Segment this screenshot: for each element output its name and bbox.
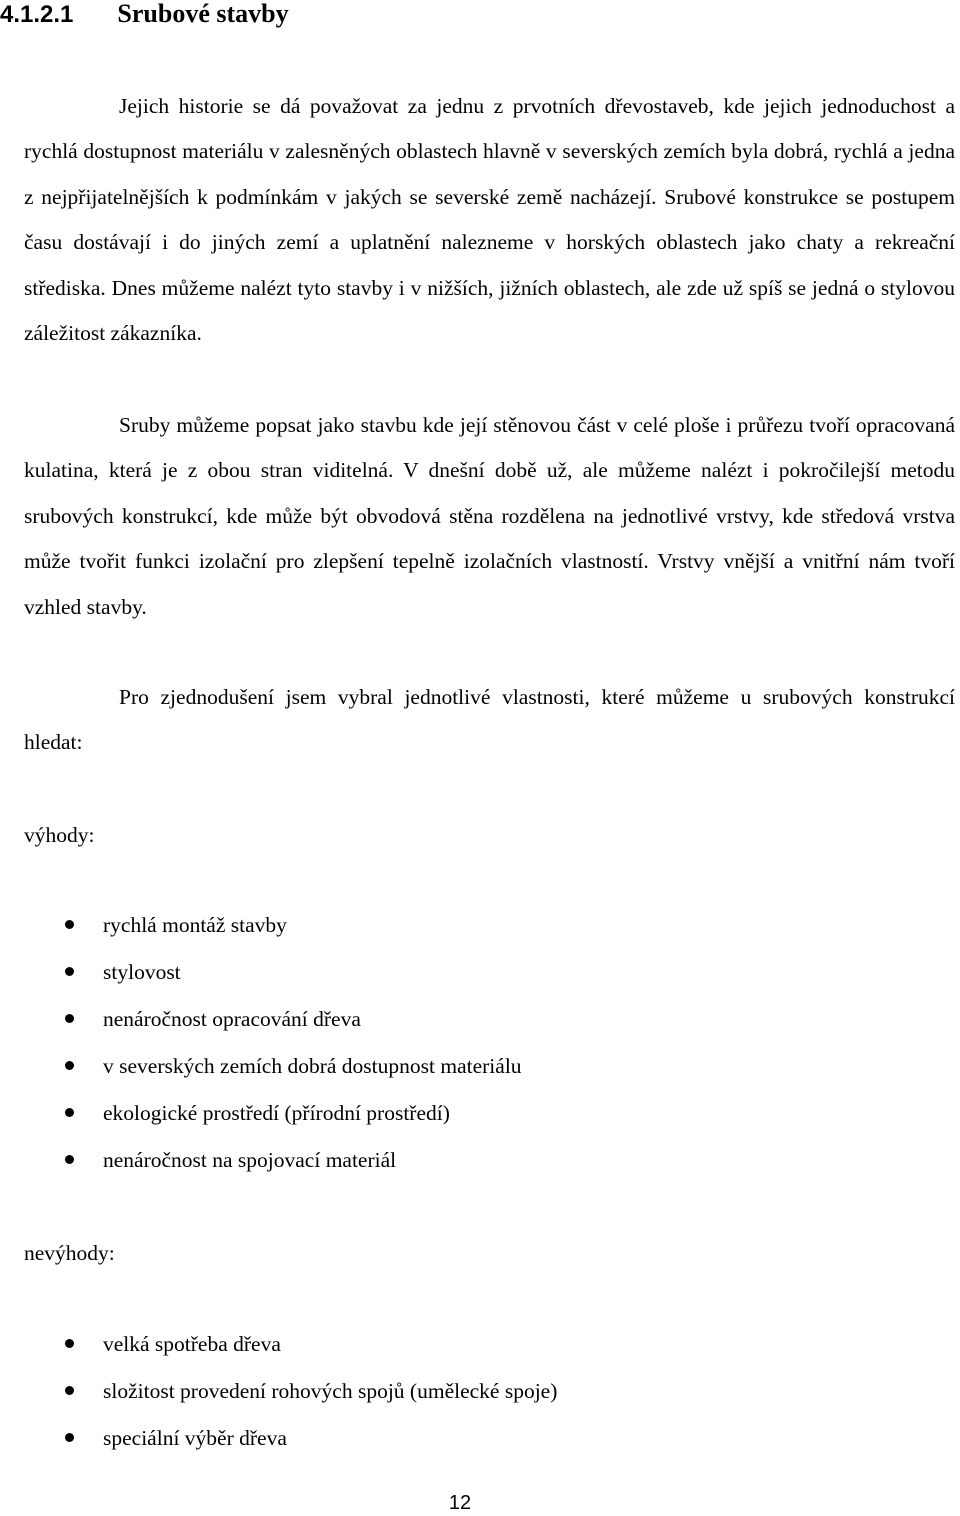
bullet-icon bbox=[65, 1061, 74, 1070]
bullet-icon bbox=[65, 1339, 74, 1348]
advantages-list bbox=[0, 910, 960, 1192]
bullet-icon bbox=[65, 1014, 74, 1023]
list-item: ekologické prostředí (přírodní prostředí) bbox=[0, 1098, 960, 1145]
bullet-icon bbox=[65, 920, 74, 929]
disadvantages-label: nevýhody: bbox=[24, 1241, 115, 1265]
list-item: rychlá montáž stavby bbox=[0, 910, 960, 957]
disadvantages-list bbox=[0, 1329, 960, 1470]
bullet-icon bbox=[65, 1433, 74, 1442]
list-item: nenáročnost na spojovací materiál bbox=[0, 1145, 960, 1192]
list-item: velká spotřeba dřeva bbox=[0, 1329, 960, 1376]
bullet-icon bbox=[65, 1386, 74, 1395]
list-item: v severských zemích dobrá dostupnost materiálu bbox=[0, 1051, 960, 1098]
paragraph-history: Jejich historie se dá považovat za jednu z prvotních dřevostaveb, kde jejich jednoduchost a rychlá dostupnost materiálu v zalesněných oblastech hlavně v severských zemích byla dobrá, rychlá a jedna z nejpřijatelnějších k podmínkám v jakých se severské země nacházejí. Srubové konstrukce se postupem času dostávají i do jiných zemí a uplatnění nalezneme v horských oblastech jako chaty a rekreační střediska. Dnes můžeme nalézt tyto stavby i v nižších, jižních oblastech, ale zde už spíš se jedná o stylovou záležitost zákazníka. bbox=[24, 94, 955, 346]
list-item: nenáročnost opracování dřeva bbox=[0, 1004, 960, 1051]
list-item: složitost provedení rohových spojů (umělecké spoje) bbox=[0, 1376, 960, 1423]
list-item: stylovost bbox=[0, 957, 960, 1004]
bullet-icon bbox=[65, 1108, 74, 1117]
section-number: 4.1.2.1 bbox=[0, 1, 74, 28]
section-heading bbox=[0, 0, 289, 32]
page-number: 12 bbox=[448, 1492, 472, 1514]
section-title: Srubové stavby bbox=[117, 0, 289, 28]
bullet-icon bbox=[65, 967, 74, 976]
bullet-icon bbox=[65, 1155, 74, 1164]
paragraph-description: Sruby můžeme popsat jako stavbu kde její stěnovou část v celé ploše i průřezu tvoří opracovaná kulatina, která je z obou stran viditelná. V dnešní době už, ale můžeme nalézt i pokročilejší metodu srubových konstrukcí, kde může být obvodová stěna rozdělena na jednotlivé vrstvy, kde středová vrstva může tvořit funkci izolační pro zlepšení tepelně izolačních vlastností. Vrstvy vnější a vnitřní nám tvoří vzhled stavby. bbox=[24, 413, 955, 619]
paragraph-intro-list: Pro zjednodušení jsem vybral jednotlivé vlastnosti, které můžeme u srubových konstrukcí hledat: bbox=[24, 685, 955, 755]
list-item: speciální výběr dřeva bbox=[0, 1423, 960, 1470]
advantages-label: výhody: bbox=[24, 823, 95, 847]
